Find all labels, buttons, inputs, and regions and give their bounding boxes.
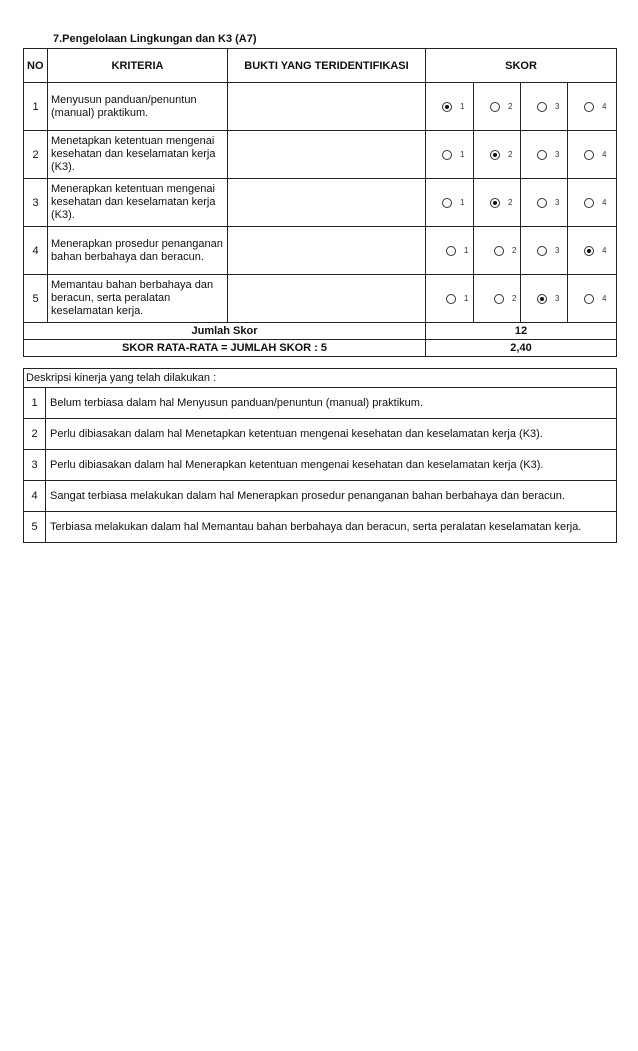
skor-cell-1 bbox=[426, 227, 474, 275]
radio-empty-icon[interactable] bbox=[537, 246, 547, 256]
header-no: NO bbox=[24, 49, 48, 83]
skor-cell-4 bbox=[568, 275, 617, 323]
skor-cell-1 bbox=[426, 131, 474, 179]
score-option-4[interactable] bbox=[584, 198, 606, 208]
score-option-label: 4 bbox=[602, 102, 607, 111]
radio-empty-icon[interactable] bbox=[584, 198, 594, 208]
score-option-label: 4 bbox=[602, 246, 607, 255]
average-row bbox=[24, 340, 617, 357]
skor-cell-1 bbox=[426, 179, 474, 227]
score-option-2[interactable] bbox=[490, 198, 512, 208]
radio-empty-icon[interactable] bbox=[537, 150, 547, 160]
row-kriteria: Menerapkan ketentuan mengenai kesehatan dan keselamatan kerja (K3). bbox=[48, 179, 228, 227]
description-number: 4 bbox=[24, 481, 46, 512]
score-option-label: 2 bbox=[508, 102, 513, 111]
score-option-1[interactable] bbox=[442, 102, 464, 112]
row-kriteria: Menetapkan ketentuan mengenai kesehatan dan keselamatan kerja (K3). bbox=[48, 131, 228, 179]
description-row bbox=[24, 481, 617, 512]
skor-cell-4 bbox=[568, 83, 617, 131]
score-option-label: 2 bbox=[512, 246, 517, 255]
score-option-1[interactable] bbox=[446, 246, 468, 256]
description-text: Perlu dibiasakan dalam hal Menerapkan ketentuan mengenai kesehatan dan keselamatan kerja (K3). bbox=[46, 450, 617, 481]
skor-cell-1 bbox=[426, 275, 474, 323]
row-bukti[interactable] bbox=[228, 131, 426, 179]
score-option-label: 4 bbox=[602, 294, 607, 303]
row-bukti[interactable] bbox=[228, 227, 426, 275]
description-row bbox=[24, 388, 617, 419]
score-option-label: 3 bbox=[555, 150, 560, 159]
radio-empty-icon[interactable] bbox=[584, 150, 594, 160]
score-option-3[interactable] bbox=[537, 294, 559, 304]
table-row bbox=[24, 83, 617, 131]
average-value: 2,40 bbox=[426, 340, 617, 357]
radio-selected-icon[interactable] bbox=[490, 198, 500, 208]
score-option-label: 3 bbox=[555, 294, 560, 303]
score-option-1[interactable] bbox=[446, 294, 468, 304]
description-row bbox=[24, 450, 617, 481]
row-bukti[interactable] bbox=[228, 275, 426, 323]
skor-cell-3 bbox=[521, 179, 568, 227]
score-option-label: 3 bbox=[555, 198, 560, 207]
skor-cell-4 bbox=[568, 179, 617, 227]
description-text: Belum terbiasa dalam hal Menyusun panduan/penuntun (manual) praktikum. bbox=[46, 388, 617, 419]
score-option-label: 1 bbox=[464, 246, 469, 255]
score-option-label: 1 bbox=[464, 294, 469, 303]
radio-empty-icon[interactable] bbox=[584, 102, 594, 112]
average-label: SKOR RATA-RATA = JUMLAH SKOR : 5 bbox=[24, 340, 426, 357]
score-option-3[interactable] bbox=[537, 150, 559, 160]
score-option-4[interactable] bbox=[584, 246, 606, 256]
description-row bbox=[24, 419, 617, 450]
total-value: 12 bbox=[426, 323, 617, 340]
skor-cell-4 bbox=[568, 131, 617, 179]
score-option-3[interactable] bbox=[537, 246, 559, 256]
skor-cell-3 bbox=[521, 131, 568, 179]
skor-cell-2 bbox=[474, 131, 521, 179]
radio-empty-icon[interactable] bbox=[442, 198, 452, 208]
skor-cell-2 bbox=[474, 83, 521, 131]
skor-cell-1 bbox=[426, 83, 474, 131]
score-option-label: 3 bbox=[555, 246, 560, 255]
score-option-2[interactable] bbox=[494, 246, 516, 256]
score-option-label: 2 bbox=[508, 150, 513, 159]
section-title: 7.Pengelolaan Lingkungan dan K3 (A7) bbox=[53, 33, 257, 45]
table-row bbox=[24, 131, 617, 179]
radio-selected-icon[interactable] bbox=[442, 102, 452, 112]
score-option-label: 4 bbox=[602, 198, 607, 207]
score-option-3[interactable] bbox=[537, 198, 559, 208]
header-kriteria: KRITERIA bbox=[48, 49, 228, 83]
description-rows bbox=[24, 388, 617, 543]
description-table bbox=[23, 368, 617, 543]
radio-selected-icon[interactable] bbox=[490, 150, 500, 160]
description-heading: Deskripsi kinerja yang telah dilakukan : bbox=[24, 369, 617, 388]
description-row bbox=[24, 512, 617, 543]
skor-cell-2 bbox=[474, 227, 521, 275]
radio-selected-icon[interactable] bbox=[584, 246, 594, 256]
row-number: 1 bbox=[24, 83, 48, 131]
radio-empty-icon[interactable] bbox=[584, 294, 594, 304]
skor-cell-3 bbox=[521, 275, 568, 323]
radio-empty-icon[interactable] bbox=[494, 294, 504, 304]
score-option-label: 1 bbox=[460, 198, 465, 207]
score-option-1[interactable] bbox=[442, 198, 464, 208]
score-table bbox=[23, 48, 617, 357]
description-header-row bbox=[24, 369, 617, 388]
row-kriteria: Menerapkan prosedur penanganan bahan berbahaya dan beracun. bbox=[48, 227, 228, 275]
total-row bbox=[24, 323, 617, 340]
skor-cell-2 bbox=[474, 179, 521, 227]
skor-cell-2 bbox=[474, 275, 521, 323]
header-bukti: BUKTI YANG TERIDENTIFIKASI bbox=[228, 49, 426, 83]
score-option-4[interactable] bbox=[584, 102, 606, 112]
score-option-1[interactable] bbox=[442, 150, 464, 160]
table-row bbox=[24, 179, 617, 227]
row-bukti[interactable] bbox=[228, 179, 426, 227]
description-text: Terbiasa melakukan dalam hal Memantau bahan berbahaya dan beracun, serta peralatan keselamatan kerja. bbox=[46, 512, 617, 543]
description-number: 1 bbox=[24, 388, 46, 419]
row-number: 4 bbox=[24, 227, 48, 275]
score-option-label: 2 bbox=[512, 294, 517, 303]
radio-empty-icon[interactable] bbox=[537, 102, 547, 112]
score-option-label: 1 bbox=[460, 102, 465, 111]
total-label: Jumlah Skor bbox=[24, 323, 426, 340]
score-option-4[interactable] bbox=[584, 150, 606, 160]
score-option-2[interactable] bbox=[494, 294, 516, 304]
description-number: 5 bbox=[24, 512, 46, 543]
table-row bbox=[24, 275, 617, 323]
score-option-4[interactable] bbox=[584, 294, 606, 304]
row-kriteria: Memantau bahan berbahaya dan beracun, serta peralatan keselamatan kerja. bbox=[48, 275, 228, 323]
header-skor: SKOR bbox=[426, 49, 617, 83]
skor-cell-4 bbox=[568, 227, 617, 275]
description-number: 3 bbox=[24, 450, 46, 481]
radio-empty-icon[interactable] bbox=[494, 246, 504, 256]
description-number: 2 bbox=[24, 419, 46, 450]
radio-empty-icon[interactable] bbox=[490, 102, 500, 112]
radio-empty-icon[interactable] bbox=[442, 150, 452, 160]
radio-empty-icon[interactable] bbox=[537, 198, 547, 208]
score-option-label: 3 bbox=[555, 102, 560, 111]
skor-cell-3 bbox=[521, 83, 568, 131]
score-option-label: 1 bbox=[460, 150, 465, 159]
score-option-label: 4 bbox=[602, 150, 607, 159]
radio-empty-icon[interactable] bbox=[446, 294, 456, 304]
criteria-rows bbox=[24, 83, 617, 323]
score-option-3[interactable] bbox=[537, 102, 559, 112]
row-number: 2 bbox=[24, 131, 48, 179]
description-text: Perlu dibiasakan dalam hal Menetapkan ketentuan mengenai kesehatan dan keselamatan kerja (K3). bbox=[46, 419, 617, 450]
table-row bbox=[24, 227, 617, 275]
score-option-2[interactable] bbox=[490, 150, 512, 160]
row-bukti[interactable] bbox=[228, 83, 426, 131]
radio-empty-icon[interactable] bbox=[446, 246, 456, 256]
row-kriteria: Menyusun panduan/penuntun (manual) praktikum. bbox=[48, 83, 228, 131]
score-option-label: 2 bbox=[508, 198, 513, 207]
description-text: Sangat terbiasa melakukan dalam hal Menerapkan prosedur penanganan bahan berbahaya dan beracun. bbox=[46, 481, 617, 512]
row-number: 3 bbox=[24, 179, 48, 227]
skor-cell-3 bbox=[521, 227, 568, 275]
radio-selected-icon[interactable] bbox=[537, 294, 547, 304]
row-number: 5 bbox=[24, 275, 48, 323]
score-option-2[interactable] bbox=[490, 102, 512, 112]
table-header-row bbox=[24, 49, 617, 83]
